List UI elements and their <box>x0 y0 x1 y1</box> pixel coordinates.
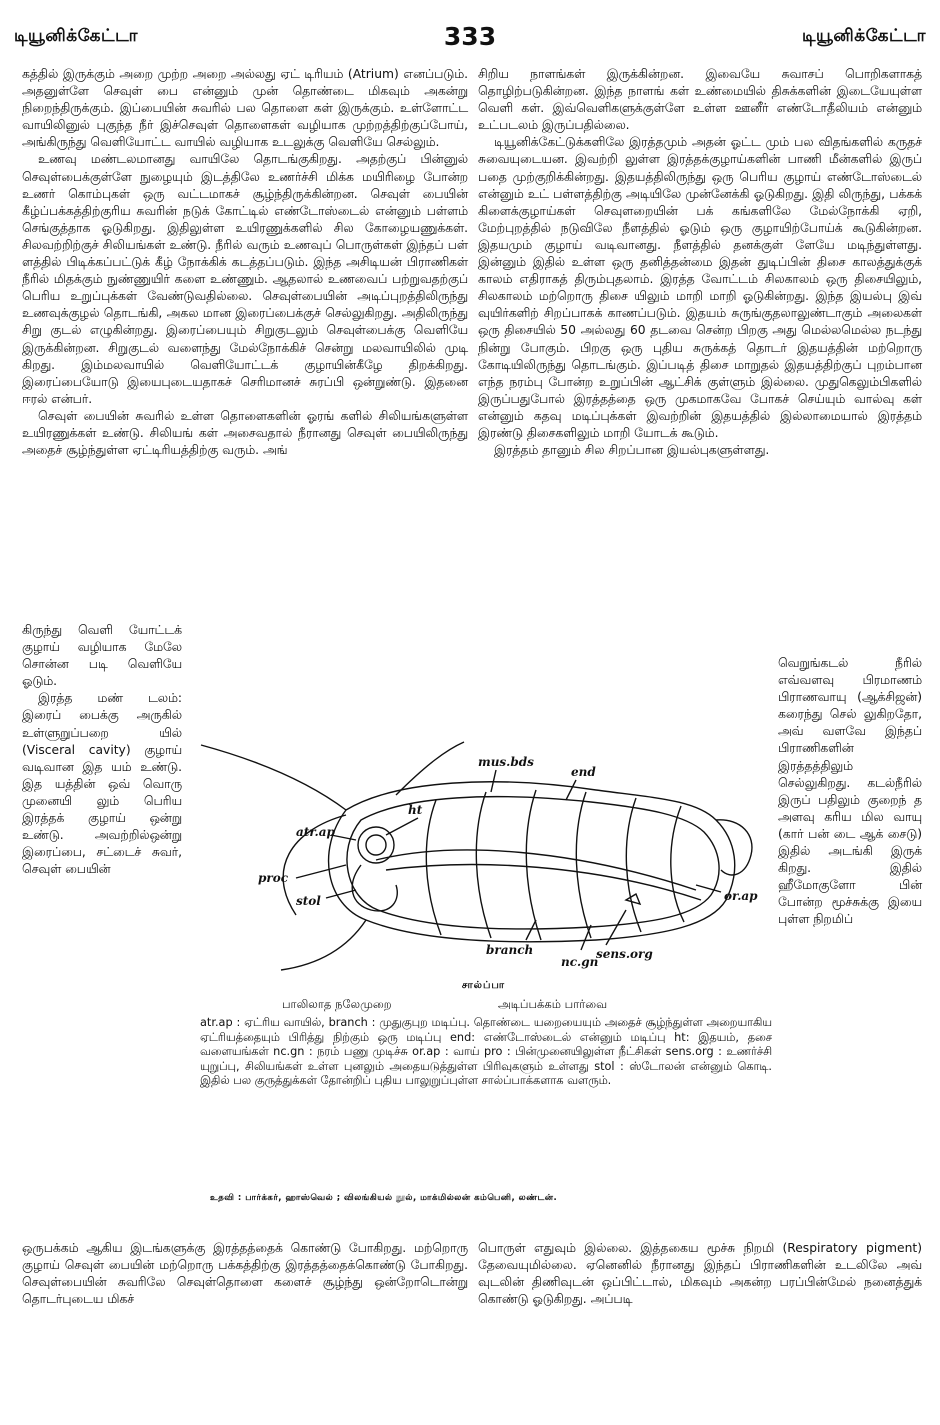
left-paragraph: செவுள் பையின் சுவரில் உள்ள தொளைகளின் ஓரங் களில் சிலியங்களுள்ள உயிரணுக்கள் உண்டு. சிலியங் கள் அசைவதால் நீரானது செவுள் பையிலிருந்து அதைச் சூழ்ந்துள்ள ஏட்டிரியத்திற்கு வரும். அங் <box>22 408 468 458</box>
muscle-band <box>426 800 441 935</box>
right-paragraph: டியூனிக்கேட்டுக்களிலே இரத்தமும் அதன் ஓட்ட மும் பல விதங்களில் கருதச் சுவையுடையன. இவற்றி லுள்ள இரத்தக்குழாய்களின் பாணி மீன்களில் இருப் பதை முற்குறிக்கின்றது. இதயத்திலிருந்து ஒரு பெரிய குழாய் எண்டோஸ்டைல் என்னும் உட் பள்ளத்திற்கு அடியிலே முன்னேக்கி ஓடுகிறது. இதி லிருந்து, பக்கக் கிளைக்குழாய்கள் செவுளறையின் பக் கங்களிலே மேல்நோக்கி ஏறி, மேற்புறத்தில் நடுவிலே நீளத்தில் ஓடும் ஒரு குழாயிற்போய்க் கூடுகின்றன. இதயமும் குழாய் வடிவானது. நீளத்தில் தனக்குள் ளேயே மடிந்துள்ளது. இன்னும் இதில் உள்ள ஒரு தனித்தன்மை இதன் துடிப்பின் திசை காலத்துக்குக் காலம் எதிராகத் திரும்புதலாம். இரத்த வோட்டம் சிலகாலம் ஒரு திசையிலும், சிலகாலம் மற்றொரு திசை யிலும் மாறி மாறி ஓடுகின்றது. இந்த இயல்பு இவ் வுயிர்களிற் சிறப்பாகக் காணப்படும். இதயம் சுருங்குதலாலுண்டாகும் அலைகள் ஒரு திசையில் 50 அல்லது 60 தடவை சென்ற பிறகு அது மெல்லமெல்ல நடந்து நின்று போகும். பிறகு ஒரு புதிய சுருக்கத் தொடர் இதயத்தின் மற்றொரு கோடியிலிருந்து தொடங்கும். இப்படித் திசை மாறுதல் இதயத்திற்குப் புறம்பான எந்த நரம்பு போன்ற உறுப்பின் ஆட்சிக் குள்ளும் இல்லை. முதுகெலும்பிகளில் இருப்பதுபோல் இரத்தத்தை ஒரு முகமாகவே போகச் செய்யும் வால்வு கள் என்னும் கதவு மடிப்புக்கள் இவற்றின் இதயத்தில் இல்லாமையால் இரத்தம் இரண்டு திசைகளிலும் மாறி யோடக் கூடும். <box>478 135 922 440</box>
pointer-end <box>566 780 576 800</box>
label-sensorg: sens.org <box>596 947 653 961</box>
nucleus-coil <box>358 827 394 863</box>
left-narrow-paragraph: கிருந்து வெளி யோட்டக் குழாய் வழியாக மேலே சொன்ன படி வெளியே ஓடும். <box>22 623 182 689</box>
label-end: end <box>571 765 596 779</box>
right-paragraph: இரத்தம் தானும் சில சிறப்பான இயல்புகளுள்ளது. <box>494 443 770 458</box>
figure-subtitle-right: அடிப்பக்கம் பார்வை <box>498 997 608 1011</box>
page-number: 333 <box>443 22 497 51</box>
left-bottom-text <box>22 1240 468 1308</box>
label-proc: proc <box>258 871 289 885</box>
sense-organ <box>626 894 640 904</box>
right-narrow-text <box>778 655 922 929</box>
pointer-ncgn <box>581 925 591 950</box>
left-column-text <box>22 66 468 459</box>
nucleus-coil <box>366 835 386 855</box>
salpa-illustration <box>196 740 771 978</box>
figure-legend: atr.ap : ஏட்ரிய வாயில், branch : முதுகுபுற மடிப்பு. தொண்டை யறையையும் அதைச் சூழ்ந்துள்ள அறையாகிய ஏட்ரியத்தையும் பிரித்து நிற்கும் ஒரு மடிப்பு end: எண்டோஸ்டைல் என்னும் மடிப்பு ht: இதயம், தசை வளையங்கள் nc.gn : நரம் பணு முடிச்சு or.ap : வாய் pro : பின்முனையிலுள்ள நீட்சிகள் sens.org : உணர்ச்சி யுறுப்பு, சிலியங்கள் உள்ள புனலும் அதையடுத்துள்ள பிரிவுகளும் உள்ளது stol : ஸ்டோலன் என்னும் கொடி. இதில் பல குருத்துக்கள் தோன்றிப் புதிய பாலுறுப்புள்ள சால்ப்பாக்களாக வளரும். <box>200 1016 772 1087</box>
right-narrow-paragraph: வெறுங்கடல் நீரில் எவ்வளவு பிரமாணம் பிராணவாயு (ஆக்சிஜன்) கரைந்து செல் லுகிறதோ, அவ் வளவே இந்தப் பிராணிகளின் இரத்தத்திலும் செல்லுகிறது. கடல்நீரில் இருப் பதிலும் குறைந் த அளவு கரிய மில வாயு (கார் பன் டை ஆக் சைடு) இதில் அடங்கி இருக் கிறது. இதில் ஹீமோகுளோ பின் போன்ற மூச்சுக்கு இயை புள்ள நிறமிப் <box>778 656 922 927</box>
pointer-orap <box>696 885 721 892</box>
branch-line <box>376 850 696 890</box>
pointer-sensorg <box>606 910 626 945</box>
stolon-coil <box>352 865 397 911</box>
pointer-ht <box>386 818 418 835</box>
figure-title: சால்ப்பா <box>461 980 506 991</box>
pointer-stol <box>326 890 356 898</box>
figure-subtitle-left: பாலிலாத நலேமுறை <box>282 997 392 1011</box>
muscle-band <box>671 806 684 922</box>
right-paragraph: சிறிய நாளங்கள் இருக்கின்றன. இவையே சுவாசப் பொறிகளாகத் தொழிற்படுகின்றன. இந்த நாளங் கள் உண்மையில் திசுக்களின் இடையேயுள்ள வெளி கள். இவ்வெளிகளுக்குள்ளே உள்ள ஊனீர் எண்டோதீலியம் என்னும் உட்படலம் இருப்பதில்லை. <box>478 67 922 133</box>
process-left <box>201 745 346 810</box>
left-narrow-text <box>22 622 182 878</box>
label-musbds: mus.bds <box>478 755 534 769</box>
label-stol: stol <box>296 894 321 908</box>
endostyle-line <box>386 865 701 900</box>
pointer-branch <box>526 920 536 940</box>
right-column-text <box>478 66 922 459</box>
figure-credit: உதவி : பார்க்கர், ஹாஸ்வெல் ; விலங்கியல் நூல், மாக்மில்லன் கம்பெனி, லண்டன். <box>210 1193 558 1203</box>
muscle-band <box>526 790 541 940</box>
left-paragraph: உணவு மண்டலமானது வாயிலே தொடங்குகிறது. அதற்குப் பின்னுல் செவுள்பைக்குள்ளே நுழையும் இடத்திலே உணர்ச்சி மிக்க மயிரிழை போன்ற உணர் கொம்புகள் ஒரு வட்டமாகச் சூழ்ந்திருக்கின்றன. செவுள் பையின் கீழ்ப்பக்கத்திற்குரிய சுவரின் நடுக் கோட்டில் எண்டோஸ்டைல் என்னும் பள்ளம் செங்குத்தாக ஓடுகிறது. இதிலுள்ள உயிரணுக்களில் சில கோழையணுக்கள். சிலவற்றிற்குச் சிலியங்கள் உண்டு. நீரில் வரும் உணவுப் பொருள்கள் இந்தப் பள் ளத்தில் பிடிக்கப்பட்டுக் கீழ் நோக்கிக் கடத்தப்படும். இந்த அசிடியன் பிராணிகள் நீரில் மிதக்கும் நுண்ணுயிர் களை உண்ணும். ஆதலால் உணவைப் பற்றுவதற்குப் பெரிய உறுப்புக்கள் வேண்டுவதில்லை. செவுள்பையின் அடிப்புறத்திலிருந்து உணவுக்குழல் தொடங்கி, அகல மான இரைப்பைக்குச் செல்லுகிறது. அதிலிருந்து சிறு குடல் எழுகின்றது. இரைப்பையும் சிறுகுடலும் செவுள்பைக்கு வெளியே இருக்கின்றன. சிறுகுடல் வளைந்து மேல்நோக்கிச் சென்று மலவாயிலில் முடி கிறது. இம்மலவாயில் வெளியோட்டக் குழாயின்கீழே திறக்கிறது. இரைப்பையோடு இயைபுடையதாகச் செரிமானச் சுரப்பி ஒன்றுண்டு. இதனை ஈரல் என்பர். <box>22 152 468 406</box>
left-bottom-paragraph: ஒருபக்கம் ஆகிய இடங்களுக்கு இரத்தத்தைக் கொண்டு போகிறது. மற்றொரு குழாய் செவுள் பையின் மற்றொரு பக்கத்திற்கு இரத்தத்தைக்கொண்டு போகிறது. செவுள்பையின் சுவரிலே செவுள்தொளை களைச் சூழ்ந்து ஒன்றோடொன்று தொடர்புடைய மிகச் <box>22 1241 468 1307</box>
header-right-title: டியூனிக்கேட்டா <box>802 26 926 46</box>
muscle-band <box>626 798 641 932</box>
salpa-drawing <box>196 740 771 978</box>
process-bottom <box>281 920 366 970</box>
process-top <box>396 742 464 795</box>
pointer-musbds <box>491 770 496 792</box>
label-ncgn: nc.gn <box>561 955 599 969</box>
header-left-title: டியூனிக்கேட்டா <box>14 26 138 46</box>
pointer-proc <box>296 865 346 878</box>
label-orap: or.ap <box>724 889 758 903</box>
right-bottom-paragraph: பொருள் எதுவும் இல்லை. இத்தகைய மூச்சு நிறமி (Respiratory pigment) தேவையுமில்லை. ஏனெனில் நீரானது இந்தப் பிராணிகளின் உடலிலே அவ் வுடலின் திணிவுடன் ஒப்பிட்டால், மிகவும் அகன்ற பரப்பின்மேல் நனைத்துக் கொண்டு ஓடுகிறது. அப்படி <box>478 1241 922 1307</box>
left-paragraph: கத்தில் இருக்கும் அறை முற்ற அறை அல்லது ஏட் டிரியம் (Atrium) எனப்படும். அதனுள்ளே செவுள் பை என்னும் முன் தொண்டை மிகவும் அகன்று நிறைந்திருக்கும். இப்பையின் சுவரில் பல தொளை கள் இருக்கும். உள்ளோட்ட வாயிலினுல் புகுந்த நீர் இச்செவுள் தொளைகள் வழியாக முற்றத்திற்குப்போய், அங்கிருந்து வெளியோட்ட வாயில் வழியாக உடலுக்கு வெளியே செல்லும். <box>22 67 468 150</box>
label-ht: ht <box>408 803 423 817</box>
right-bottom-text <box>478 1240 922 1308</box>
label-atrap: atr.ap <box>296 825 335 839</box>
label-branch: branch <box>486 943 534 957</box>
oral-aperture <box>716 820 752 875</box>
left-narrow-paragraph: இரத்த மண் டலம்: இரைப் பைக்கு அருகில் உள்ளுறுப்பறை யில் (Visceral cavity) குழாய் வடிவான இத யம் உண்டு. இத யத்தின் ஒவ் வொரு முனையி லும் பெரிய இரத்தக் குழாய் ஒன்று உண்டு. அவற்றில்ஒன்று இரைப்பை, சட்டைச் சுவர், செவுள் பையின் <box>22 691 182 877</box>
muscle-band <box>576 792 591 938</box>
